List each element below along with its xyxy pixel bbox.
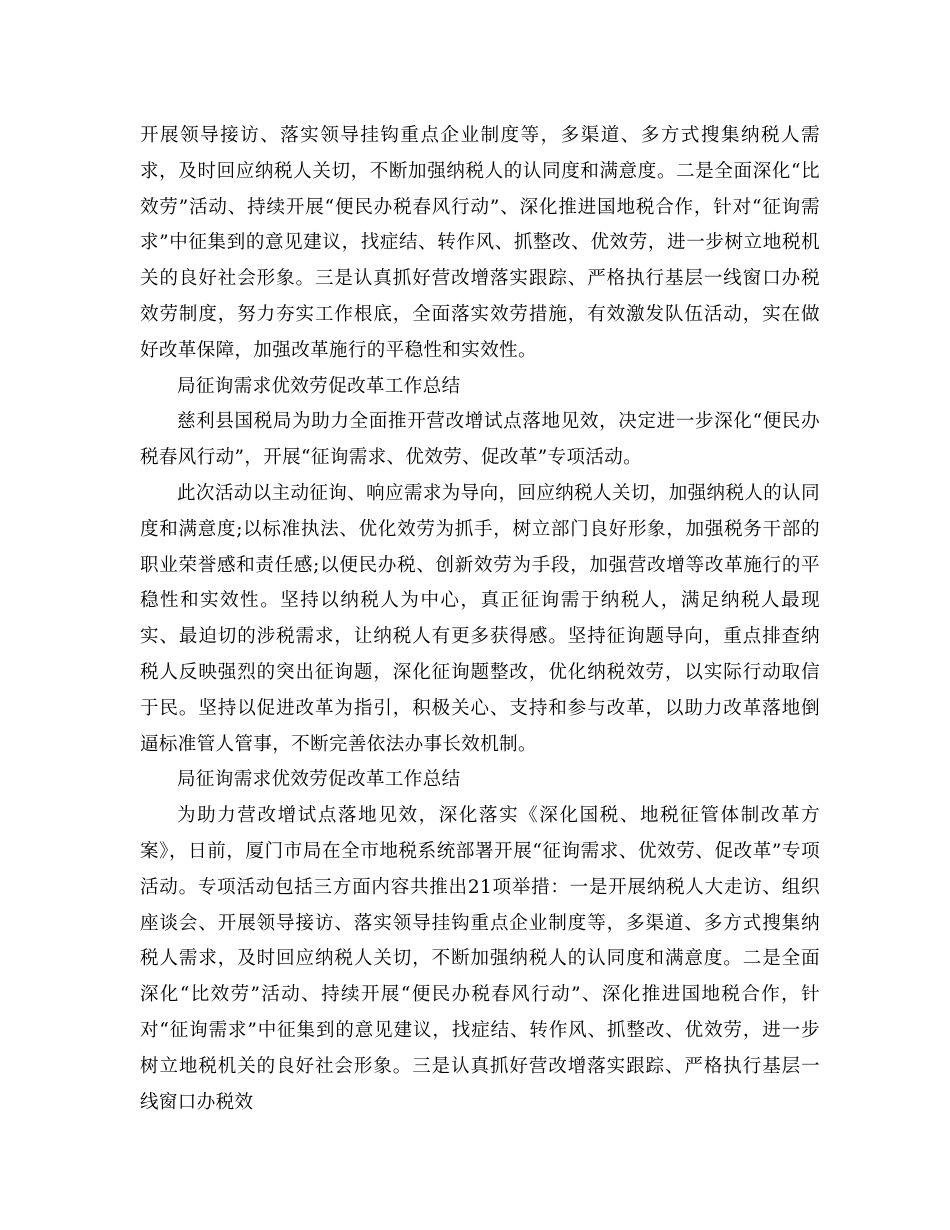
section-heading-1: 局征询需求优效劳促改革工作总结 [177,375,461,397]
section-heading-2: 局征询需求优效劳促改革工作总结 [177,769,461,791]
paragraph-xiamen: 为助力营改增试点落地见效，深化落实《深化国税、地税征管体制改革方案》，日前，厦门市局在全市地税系统部署开展“征询需求、优效劳、促改革”专项活动。专项活动包括三方面内容共推出21项举措：一是开展纳税人大走访、组织座谈会、开展领导接访、落实领导挂钩重点企业制度等，多渠道、多方式搜集纳税人需求，及时回应纳税人关切，不断加强纳税人的认同度和满意度。二是全面深化“比效劳”活动、持续开展“便民办税春风行动”、深化推进国地税合作，针对“征询需求”中征集到的意见建议，找症结、转作风、抓整改、优效劳，进一步树立地税机关的良好社会形象。三是认真抓好营改增落实跟踪、严格执行基层一线窗口办税效 [140,805,820,1113]
paragraph-cili-intro: 慈利县国税局为助力全面推开营改增试点落地见效，决定进一步深化“便民办税春风行动”，开展“征询需求、优效劳、促改革”专项活动。 [140,411,820,469]
paragraph-continuation-top: 开展领导接访、落实领导挂钩重点企业制度等，多渠道、多方式搜集纳税人需求，及时回应纳税人关切，不断加强纳税人的认同度和满意度。二是全面深化“比效劳”活动、持续开展“便民办税春风行动”、深化推进国地税合作，针对“征询需求”中征集到的意见建议，找症结、转作风、抓整改、优效劳，进一步树立地税机关的良好社会形象。三是认真抓好营改增落实跟踪、严格执行基层一线窗口办税效劳制度，努力夯实工作根底，全面落实效劳措施，有效激发队伍活动，实在做好改革保障，加强改革施行的平稳性和实效性。 [140,125,820,361]
paragraph-activity-goals: 此次活动以主动征询、响应需求为导向，回应纳税人关切，加强纳税人的认同度和满意度;以标准执法、优化效劳为抓手，树立部门良好形象，加强税务干部的职业荣誉感和责任感;以便民办税、创新效劳为手段，加强营改增等改革施行的平稳性和实效性。坚持以纳税人为中心，真正征询需于纳税人，满足纳税人最现实、最迫切的涉税需求，让纳税人有更多获得感。坚持征询题导向，重点排查纳税人反映强烈的突出征询题，深化征询题整改，优化纳税效劳，以实际行动取信于民。坚持以促进改革为指引，积极关心、支持和参与改革，以助力改革落地倒逼标准管人管事，不断完善依法办事长效机制。 [140,482,820,755]
document-body [140,118,820,1120]
